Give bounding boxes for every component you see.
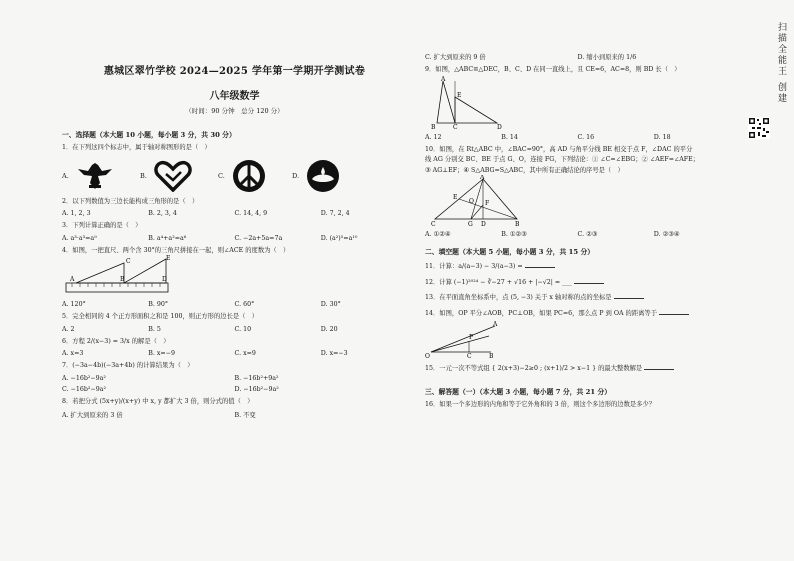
q10-label-f: F — [485, 200, 490, 207]
q14-text: 14．如图，OP 平分∠AOB，PC⊥OB，如果 PC=6，那么点 P 到 OA 的距离等于 — [425, 309, 658, 317]
question-8: 8．若把分式 (5x+y)/(x+y) 中 x, y 都扩大 3 倍，则分式的值（ ） — [62, 397, 254, 405]
q5-opt-d: D. 20 — [320, 325, 338, 333]
scanner-watermark: 扫描全能王 创建 — [776, 22, 786, 104]
question-10-line1: 10．如图，在 Rt△ABC 中，∠BAC=90°，高 AD 与角平分线 BE 相交于点 F，∠DAC 的平分 — [425, 145, 693, 153]
q7-opt-a: A. −16b²−9a² — [62, 374, 106, 382]
question-10-line2: 线 AG 分别交 BC、BE 于点 G、O，连接 FG，下列结论：① ∠C=∠EBG；② ∠AEF=∠AFE； — [425, 156, 700, 163]
exam-info: （时间：90 分钟 总分 120 分） — [185, 107, 284, 115]
q3-opt-a: A. a³·a³=a⁹ — [62, 234, 97, 242]
q9-opt-d: D. 18 — [653, 133, 671, 141]
q11-answer-blank[interactable] — [525, 261, 555, 268]
q10-opt-a: A. ①②④ — [425, 231, 451, 238]
q10-triangle-figure — [425, 175, 525, 227]
q10-label-e: E — [453, 194, 458, 201]
q12-answer-blank[interactable] — [574, 277, 604, 284]
q4-ruler-triangles-figure — [62, 255, 172, 297]
exam-subject: 八年级数学 — [209, 91, 260, 102]
q15-text: 15．一元一次不等式组 { 2(x+3)−2≥0 ; (x+1)/2 > x−1 } 的最大整数解是 — [425, 365, 643, 372]
q5-opt-b: B. 5 — [148, 325, 161, 333]
q4-opt-a: A. 120° — [62, 301, 86, 308]
q9-label-e: E — [457, 91, 462, 99]
q10-opt-d: D. ②③④ — [653, 231, 680, 238]
q11-text: 11．计算：a/(a−3) − 3/(a−3) = — [425, 263, 523, 270]
q13-text: 13．在平面直角坐标系中，点 (5, −3) 关于 x 轴对称的点的坐标是 — [425, 294, 612, 301]
q9-label-c: C — [453, 123, 458, 130]
question-6: 6．方程 2/(x−3) = 3/x 的解是（ ） — [62, 337, 170, 345]
question-4: 4．如图，一把直尺、两个含 30°的三角尺拼接在一起，则∠ACE 的度数为（ ） — [62, 246, 290, 254]
q4-label-a: A — [70, 276, 75, 283]
peace-sign-icon — [232, 159, 266, 193]
q9-options — [425, 134, 730, 141]
q9-opt-a: A. 12 — [425, 133, 442, 141]
q6-opt-a: A. x=3 — [62, 350, 84, 357]
left-column — [62, 52, 407, 419]
question-15 — [425, 363, 730, 374]
q3-opt-d: D. (a²)⁵=a¹⁰ — [320, 234, 358, 242]
q4-opt-d: D. 30° — [320, 301, 341, 308]
q4-opt-b: B. 90° — [148, 301, 169, 308]
question-1: 1．在下列这四个标志中，属于轴对称图形的是（ ） — [62, 144, 211, 151]
q1-opt-a-label: A. — [62, 171, 69, 180]
q9-label-a: A — [441, 75, 446, 83]
q1-opt-d-label: D. — [292, 171, 300, 180]
q8-opt-d: D. 缩小到原来的 1/6 — [577, 54, 637, 61]
q1-options — [62, 159, 407, 193]
q14-answer-blank[interactable] — [659, 308, 689, 315]
q14-angle-figure — [425, 318, 505, 358]
q10-label-g: G — [468, 221, 473, 227]
q5-opt-c: C. 10 — [234, 325, 252, 333]
q8-opt-c: C. 扩大到原来的 9 倍 — [425, 54, 486, 61]
q15-answer-blank[interactable] — [644, 363, 674, 370]
question-5: 5．完全相同的 4 个正方形面积之和是 100，则正方形的边长是（ ） — [62, 313, 259, 320]
q2-opt-b: B. 2, 3, 4 — [148, 210, 177, 217]
q1-opt-b-label: B. — [140, 171, 147, 180]
q4-options — [62, 301, 407, 308]
question-2: 2．以下列数值为三边长能构成三角形的是（ ） — [62, 197, 199, 205]
q3-options — [62, 235, 407, 242]
question-14 — [425, 308, 730, 319]
q3-opt-b: B. a⁴+a²=a⁶ — [148, 234, 187, 242]
q10-label-d: D — [481, 221, 486, 227]
q9-label-d: D — [497, 123, 502, 130]
question-10-line3: ③ AG⊥EF；④ S△ABG=S△ABC，其中所有正确结论的序号是（ ） — [425, 166, 624, 174]
q2-opt-a: A. 1, 2, 3 — [62, 210, 91, 217]
q2-opt-c: C. 14, 4, 9 — [234, 210, 268, 217]
q7-opt-b: B. −16b²+9a² — [234, 374, 279, 382]
q14-label-b: B — [489, 353, 494, 358]
q8-options-right — [425, 52, 730, 61]
q4-label-b: B — [120, 276, 125, 283]
q13-answer-blank[interactable] — [614, 292, 644, 299]
q7-opt-c: C. −16b²−9a² — [62, 385, 107, 393]
q10-options — [425, 231, 730, 238]
q10-label-b: B — [515, 221, 520, 227]
q2-options — [62, 210, 407, 217]
q6-options — [62, 350, 407, 357]
q2-opt-d: D. 7, 2, 4 — [320, 210, 350, 217]
q4-label-e: E — [166, 255, 171, 262]
q4-label-c: C — [126, 258, 131, 265]
q9-triangles-figure — [425, 75, 515, 130]
q8-options-left — [62, 410, 407, 419]
q4-opt-c: C. 60° — [234, 301, 255, 308]
q5-options — [62, 326, 407, 333]
water-drop-logo-icon — [306, 159, 340, 193]
q6-opt-b: B. x=−9 — [148, 350, 175, 357]
q10-label-c: C — [431, 221, 436, 227]
q3-opt-c: C. −2a+5a=7a — [234, 234, 283, 242]
question-3: 3．下列计算正确的是（ ） — [62, 222, 142, 229]
question-13 — [425, 292, 730, 303]
q10-opt-b: B. ①②③ — [501, 231, 527, 238]
question-11 — [425, 261, 730, 272]
section-choice: 一、选择题（本大题 10 小题，每小题 3 分，共 30 分） — [62, 131, 236, 139]
q7-opt-d: D. −16b²−9a² — [234, 385, 279, 393]
eagle-logo-icon — [76, 159, 114, 193]
q6-opt-d: D. x=−3 — [320, 350, 348, 357]
q6-opt-c: C. x=9 — [234, 350, 256, 357]
q10-label-o: O — [469, 198, 474, 205]
q9-label-b: B — [431, 123, 436, 130]
section-answer-1: 三、解答题（一）（本大题 3 小题，每小题 7 分，共 21 分） — [425, 387, 612, 396]
q14-label-a: A — [493, 321, 498, 328]
q9-opt-c: C. 16 — [577, 133, 595, 141]
section-fill: 二、填空题（本大题 5 小题，每小题 3 分，共 15 分） — [425, 248, 595, 256]
q10-label-a: A — [480, 175, 485, 181]
right-column — [425, 48, 730, 409]
heart-hands-icon — [154, 160, 192, 192]
question-16: 16．如果一个多边形的内角和等于它外角和的 3 倍，则这个多边形的边数是多少？ — [425, 400, 656, 408]
q1-opt-c-label: C. — [218, 171, 225, 180]
exam-title: 惠城区翠竹学校 2024—2025 学年第一学期开学测试卷 — [103, 66, 366, 77]
question-7: 7．(−3a−4b)(−3a+4b) 的计算结果为（ ） — [62, 362, 194, 369]
question-12 — [425, 277, 730, 288]
q12-text: 12．计算 (−1)²⁰²⁴ − ∛−27 + √16 + |−√2| = ___ — [425, 278, 572, 286]
q8-opt-a: A. 扩大到原来的 3 倍 — [62, 412, 123, 419]
q9-opt-b: B. 14 — [501, 133, 518, 141]
q14-label-c: C — [467, 353, 472, 358]
q8-opt-b: B. 不变 — [234, 412, 256, 419]
question-9: 9．如图，△ABC≌△DEC，B、C、D 在同一直线上，且 CE=6，AC=8，则 BD 长（ ） — [425, 66, 681, 73]
q7-options-row2 — [62, 386, 407, 393]
q14-label-o: O — [425, 353, 430, 358]
q7-options-row1 — [62, 375, 407, 382]
q4-label-d: D — [162, 276, 167, 283]
q14-label-p: P — [469, 334, 474, 341]
qr-code-icon — [748, 117, 770, 139]
q5-opt-a: A. 2 — [62, 325, 75, 333]
q10-opt-c: C. ②③ — [577, 231, 598, 238]
